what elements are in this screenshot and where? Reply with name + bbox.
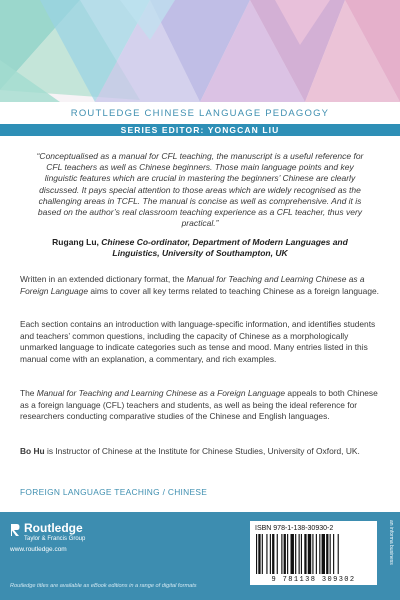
endorsement-attribution (30, 237, 370, 259)
series-title: ROUTLEDGE CHINESE LANGUAGE PEDAGOGY (70, 108, 330, 119)
series-editor-bar: SERIES EDITOR: YONGCAN LIU (0, 124, 400, 136)
text: appeals to both Chinese as a foreign language (CFL) teachers and students, as well as being the ideal reference for researchers conducting comparative studies of the Chinese and English languages. (20, 388, 378, 422)
subject-category: FOREIGN LANGUAGE TEACHING / CHINESE (20, 487, 208, 497)
cover-banner-pattern (0, 0, 400, 102)
book-title: Manual for Teaching and Learning Chinese as a Foreign Language (36, 388, 286, 398)
endorsement-author: Rugang Lu, (52, 237, 99, 247)
text: aims to cover all key terms related to teaching Chinese as a foreign language. (88, 285, 379, 296)
endorsement-affiliation: Chinese Co-ordinator, Department of Modern Languages and Linguistics, University of Southampton, UK (101, 237, 348, 259)
routledge-logo-icon (10, 523, 20, 537)
publisher-url[interactable]: www.routledge.com (10, 546, 67, 553)
author-name: Bo Hu (20, 446, 45, 456)
publisher-name: Routledge (24, 521, 83, 535)
barcode-box (250, 521, 377, 585)
ebook-note: Routledge titles are available as eBook editions in a range of digital formats (10, 583, 197, 589)
barcode-number: 9 781138 309302 (271, 576, 356, 584)
text: Written in an extended dictionary format, the (20, 274, 187, 284)
informa-side-text: an informa business (388, 520, 394, 565)
description-paragraph-2: Each section contains an introduction with language-specific information, and identifies students and teachers’ common questions, including the capacity of Chinese as a morphologically unmarked language to indicate categories such as tense and mood. Many entries listed in this manual come with an explanation, a commentary, and rich examples. (20, 319, 376, 364)
publisher-group: Taylor & Francis Group (24, 536, 86, 542)
description-paragraph-3 (20, 388, 380, 423)
barcode-icon (254, 534, 373, 576)
isbn-label: ISBN 978-1-138-30930-2 (255, 525, 334, 532)
text: The (20, 388, 37, 398)
endorsement-quote: “Conceptualised as a manual for CFL teaching, the manuscript is a useful reference for CFL teachers as well as Chinese beginners. Those main language points and key linguistic features which are crucial in mastering the beginners’ Chinese are clearly discussed. It pays special attention to those areas which are widely recognised as the challenging areas in TCFL. The manual is concise as well as comprehensive. And it is based on the author’s real classroom teaching experience as a CFL teacher, thus very practical.” (36, 151, 364, 229)
description-paragraph-1 (20, 274, 380, 297)
author-bio-text: is Instructor of Chinese at the Institute for Chinese Studies, University of Oxford, UK. (44, 446, 360, 456)
author-bio (20, 446, 380, 458)
book-title: Manual for Teaching and Learning Chinese as a Foreign Language (20, 274, 365, 296)
